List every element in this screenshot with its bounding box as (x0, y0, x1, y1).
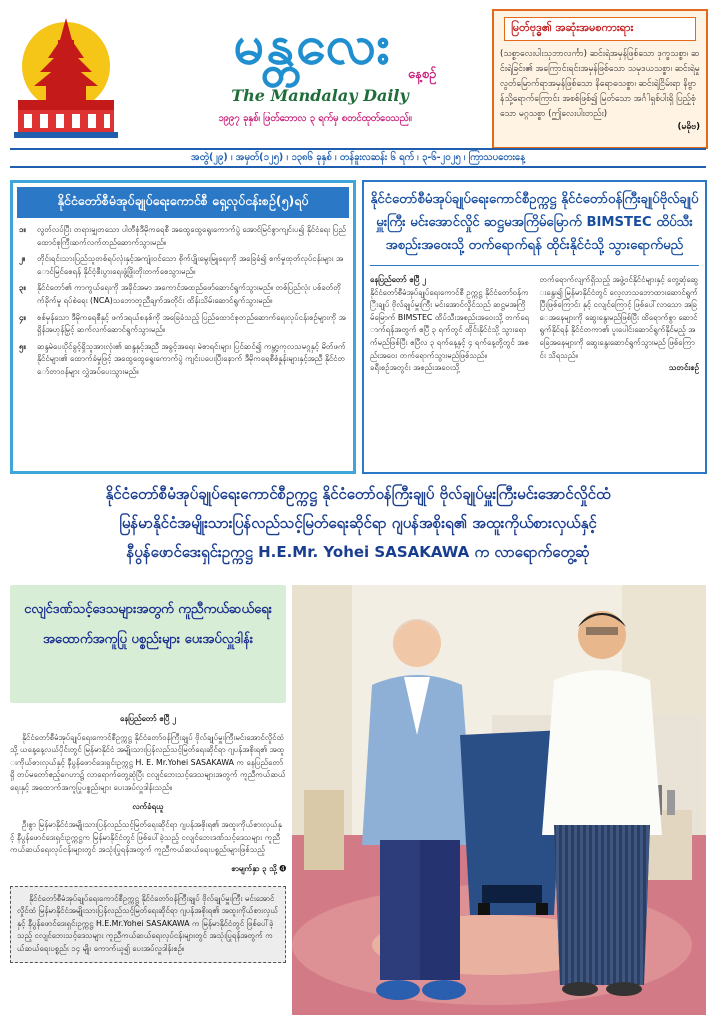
motto-body: (သစ္စာလေးပါးသုဘာလင်္ကာ) ဆင်းရဲအမှန်ဖြစ်သော ဒုက္ခသစ္စာ၊ ဆင်းရဲခြင်း၏ အကြောင်းရင်းအမှန်ဖြစ်သော သမုဒယသစ္စာ၊ ဆင်းရဲမှု လွတ်မြောက်ရာအမှန်ဖြစ်သော နိရောဓသစ္စာ၊ ဆင်းရဲငြိမ်းရာ နိဗ္ဗာန်သို့ရောက်ကြောင်း အစစ်ဖြစ်၍ မြတ်သော အင်္ဂါရှစ်ပါးရှိ ပြည့်စုံသော မဂ္ဂသစ္စာ (ဤလေးပါးတည်း) (500, 49, 700, 119)
issue-info-bar: အတွဲ(၂၉) ၊ အမှတ်(၁၂၅) ၊ ၁၃၈၆ ခုနှစ် ၊ တန်ခူးလဆန်း ၆ ရက် ၊ ၃-၆-၂၀၂၅ ၊ ကြာသပတေးနေ့ (10, 148, 706, 168)
founding-tagline: ၁၉၉၇ ခုနှစ်၊ ဖြတ်ဘောလ ၃ ရက်မှ စတင်ထုတ်ဝေသည်။ (218, 113, 412, 124)
palace-emblem-icon (10, 14, 122, 142)
bimstec-signature: သတင်းစဉ် (668, 363, 699, 373)
item-number: ၅။ (19, 341, 26, 351)
newspaper-subtitle: နေ့စဉ် (408, 67, 437, 82)
main-headline (10, 480, 706, 580)
list-item (19, 282, 347, 307)
item-number: ၃။ (19, 283, 26, 293)
meeting-photo-illustration (292, 585, 706, 1015)
bimstec-col1-end: ခရီးစဉ်အတွင်း အစည်းအဝေးသို့ (370, 363, 460, 373)
motto-title: မြတ်ဗုဒ္ဓ၏ အဆုံးအမစကားရား (504, 17, 696, 41)
item-text: ဆန္ဒမဲပေးပိုင်ခွင့်ရှိသူအားလုံး၏ ဆန္ဒနှင့်အညီ အခွင့်အရေး မဲစာရင်းများ ပြင်ဆင်၍ ကမ္ဘာ့ကုလသမဂ္ဂနှင့် မိတ်ဖက်နိုင်ငံများ၏ ထောက်ခံမှုဖြင့် အထွေထွေရွေးကောက်ပွဲ ကျင်းပပေးပြီးနောက် ဒီမိုကရေစီစံနှုန်းများနှင့်အညီ နိုင်ငံတော်တာဝန်များ လွှဲအပ်ပေးသွားမည်။ (37, 341, 346, 376)
bimstec-column-1 (370, 274, 530, 375)
bimstec-dateline: နေပြည်တော် ဧပြီ ၂ (370, 275, 426, 284)
relief-subhead: လက်ခံရယူ (132, 801, 164, 811)
council-tasks-box (10, 180, 356, 474)
council-tasks-list (17, 218, 349, 379)
relief-paragraph-2: ဦးစွာ မြန်မာနိုင်ငံအမျိုးသားပြန်လည်သင့်မြတ်ရေးဆိုင်ရာ ဂျပန်အစိုးရ၏ အထူးကိုယ်စားလှယ်နှင့် နီပွန်ဖောင်ဒေးရှင်းဥက္ကဋ္ဌက မြန်မာနိုင်ငံတွင် ဖြစ်ပေါ်ခဲ့သည့် ငလျင်ဘေးဒဏ်သင့်ဒေသများ ကူညီကယ်ဆယ်ရေးလုပ်ငန်းများတွင် အသုံးပြုရန်အတွက် ကူညီကယ်ဆယ်ရေးပစ္စည်းများဖြစ်သည့် (10, 820, 282, 855)
council-tasks-title: နိုင်ငံတော်စီမံအုပ်ချုပ်ရေးကောင်စီ ရှေ့လုပ်ငန်းစဉ်(၅)ရပ် (17, 187, 349, 218)
relief-headline-box: ငလျင်ဒဏ်သင့်ဒေသများအတွက် ကူညီကယ်ဆယ်ရေးအထောက်အကူပြု ပစ္စည်းများ ပေးအပ်လှူဒါန်း (10, 585, 286, 703)
main-headline-line-3: နီပွန်ဖောင်ဒေးရှင်းဥက္ကဋ္ဌ H.E.Mr. Yohei SASAKAWA က လာရောက်တွေ့ဆုံ (126, 543, 590, 561)
item-text: စစ်မှန်သော ဒီမိုကရေစီနှင့် ဖက်ဒရယ်စနစ်ကို အခြေခံသည့် ပြည်ထောင်စုတည်ဆောက်ရေးလုပ်ငန်းစဉ်များကို အရှိန်အဟုန်မြှင့် ဆက်လက်ဆောင်ရွက်သွားမည်။ (37, 312, 346, 335)
list-item (19, 253, 347, 278)
list-item (19, 341, 347, 379)
bimstec-columns (370, 274, 699, 375)
main-headline-line-1: နိုင်ငံတော်စီမံအုပ်ချုပ်ရေးကောင်စီဥက္ကဋ္ဌ နိုင်ငံတော်ဝန်ကြီးချုပ် ဗိုလ်ချုပ်မှူးကြီးမင်းအောင်လှိုင်ထံ (105, 485, 611, 503)
motto-source: (မဓိုဗ) (677, 122, 700, 132)
relief-article-body (10, 713, 286, 876)
bimstec-col2-text: တက်ရောက်လျက်ရှိသည့် အဖွဲ့ဝင်နိုင်ငံများနှင့် တွေ့ဆုံဆွေးနွေး၍ မြန်မာနိုင်ငံတွင် လေ့လာသဘောထားဆောင်ရွက်ပြီးဖြစ်ကြောင်း နှင့် ငလျင်ကြောင့် ဖြစ်ပေါ်လာသော အခြေအနေများကို ဆွေးနွေးမည်ဖြစ်ပြီး ထိရောက်စွာ ဆောင်ရွက်နိုင်ရန် နိုင်ငံတကာ၏ ပူးပေါင်းဆောင်ရွက်နိုင်မည့် အခြေအနေများကို ဆွေးနွေးဆောင်ရွက်သွားမည် ဖြစ်ကြောင်း သိရသည်။ (539, 275, 698, 360)
relief-article (10, 585, 286, 1015)
item-number: ၂။ (19, 254, 26, 264)
english-title: The Mandalay Daily (231, 86, 409, 105)
list-item (19, 312, 347, 337)
continued-on-page[interactable]: စာမျက်နှာ ၃ သို့ ➍ (231, 863, 286, 873)
list-item (19, 224, 347, 249)
relief-dateline: နေပြည်တော် ဧပြီ ၂ (120, 714, 176, 723)
bimstec-headline: နိုင်ငံတော်စီမံအုပ်ချုပ်ရေးကောင်စီဥက္ကဋ္ဌ နိုင်ငံတော်ဝန်ကြီးချုပ်ဗိုလ်ချုပ်မှူးကြီး မင်းအောင်လှိုင် ဆဋ္ဌမအကြိမ်မြောက် BIMSTEC ထိပ်သီးအစည်းအဝေးသို့ တက်ရောက်ရန် ထိုင်းနိုင်ငံသို့ သွားရောက်မည် (370, 188, 699, 266)
relief-paragraph-1: နိုင်ငံတော်စီမံအုပ်ချုပ်ရေးကောင်စီဥက္ကဋ္ဌ နိုင်ငံတော်ဝန်ကြီးချုပ် ဗိုလ်ချုပ်မှူးကြီးမင်းအောင်လှိုင်ထံသို့ ယနေ့နေ့လယ်ပိုင်းတွင် မြန်မာနိုင်ငံ အမျိုးသားပြန်လည်သင့်မြတ်ရေးဆိုင်ရာ ဂျပန်အစိုးရ၏ အထူးကိုယ်စားလှယ်နှင့် နီပွန်ဖောင်ဒေးရှင်းဥက္ကဋ္ဌ H. E. Mr.Yohei SASAKAWA က နေပြည်တော်ရှိ တပ်မတော်ဧည့်ဂေဟာ၌ လာရောက်တွေ့ဆုံပြီး ငလျင်ဘေးသင့်ဒေသများအတွက် ကူညီကယ်ဆယ်ရေးနှင့် အထောက်အကူပြုပစ္စည်းများ ပေးအပ်လှူဒါန်းသည်။ (10, 732, 286, 792)
news-photo (292, 585, 706, 1015)
buddha-teaching-box (492, 9, 708, 149)
item-text: နိုင်ငံတော်၏ ကာကွယ်ရေးကို အခိုင်အမာ အကောင်အထည်ဖော်ဆောင်ရွက်သွားမည်။ တစ်ပြည်လုံး ပစ်ခတ်တိုက်ခိုက်မှု ရပ်စဲရေး (NCA)သဘောတူညီချက်အတိုင်း ထိန်းသိမ်းဆောင်ရွက်သွားမည်။ (37, 283, 341, 305)
item-number: ၄။ (19, 312, 26, 322)
item-number: ၁။ (19, 225, 26, 234)
main-headline-line-2: မြန်မာနိုင်ငံအမျိုးသားပြန်လည်သင့်မြတ်ရေးဆိုင်ရာ ဂျပန်အစိုးရ၏ အထူးကိုယ်စားလှယ်နှင့် (119, 514, 597, 532)
photo-caption-box: နိုင်ငံတော်စီမံအုပ်ချုပ်ရေးကောင်စီဥက္ကဋ္ဌ နိုင်ငံတော်ဝန်ကြီးချုပ် ဗိုလ်ချုပ်မှူးကြီး မင်းအောင်လှိုင်ထံ မြန်မာနိုင်ငံအမျိုးသားပြန်လည်သင့်မြတ်ရေးဆိုင်ရာ ဂျပန်အစိုးရ၏ အထူးကိုယ်စားလှယ်နှင့် နီပွန်ဖောင်ဒေးရှင်းဥက္ကဋ္ဌ H.E.Mr.Yohei SASAKAWA က မြန်မာနိုင်ငံတွင် ဖြစ်ပေါ်ခဲ့သည့် ငလျင်ဘေးသင့်ဒေသများ ကူညီကယ်ဆယ်ရေးလုပ်ငန်းများတွင် အသုံးပြုရန်အတွက် ကယ်ဆယ်ရေးပစ္စည်း ၁၄ မျိုး ကောက်ယူ၍ ပေးအပ်လှူဒါန်းစဉ်။ (10, 886, 286, 963)
item-text: တိုင်းရင်းသားပြည်သူတစ်ရပ်လုံးနှင့်အကျုံးဝင်သော စိုက်ပျိုးမွေးမြူရေးကို အခြေခံ၍ စက်မှုထုတ်လုပ်ငန်းများ အောင်မြင်စေရန် နိုင်ငံ့စီးပွားရေးဖွံ့ဖြိုးတိုးတက်စေသွားမည်။ (37, 254, 344, 276)
bimstec-col1-text: နိုင်ငံတော်စီမံအုပ်ချုပ်ရေးကောင်စီ ဥက္ကဋ္ဌ နိုင်ငံတော်ဝန်ကြီးချုပ် ဗိုလ်ချုပ်မှူးကြီး မင်းအောင်လှိုင်သည် ဆဋ္ဌမအကြိမ်မြောက် BIMSTEC ထိပ်သီးအစည်းအဝေးသို့ တက်ရောက်ရန်အတွက် ဧပြီ ၃ ရက်တွင် ထိုင်းနိုင်ငံသို့ သွားရောက်မည်ဖြစ်ပြီး ဧပြီလ ၃ ရက်နေ့နှင့် ၄ ရက်နေ့တို့တွင် အစည်းအဝေး တက်ရောက်သွားမည်ဖြစ်သည်။ (370, 287, 530, 360)
item-text: လွတ်လပ်ပြီး တရားမျှတသော ပါတီစုံဒီမိုကရေစီ အထွေထွေရွေးကောက်ပွဲ အောင်မြင်စွာကျင်းပ၍ နိုင်ငံရေး ပြည်ထောင်စုကြီးဆက်လက်တည်ဆောက်သွားမည်။ (37, 225, 346, 247)
bimstec-column-2 (540, 274, 700, 375)
newspaper-title: မန္တလေး (233, 12, 392, 76)
masthead (0, 0, 715, 176)
bimstec-article-box (362, 180, 707, 474)
